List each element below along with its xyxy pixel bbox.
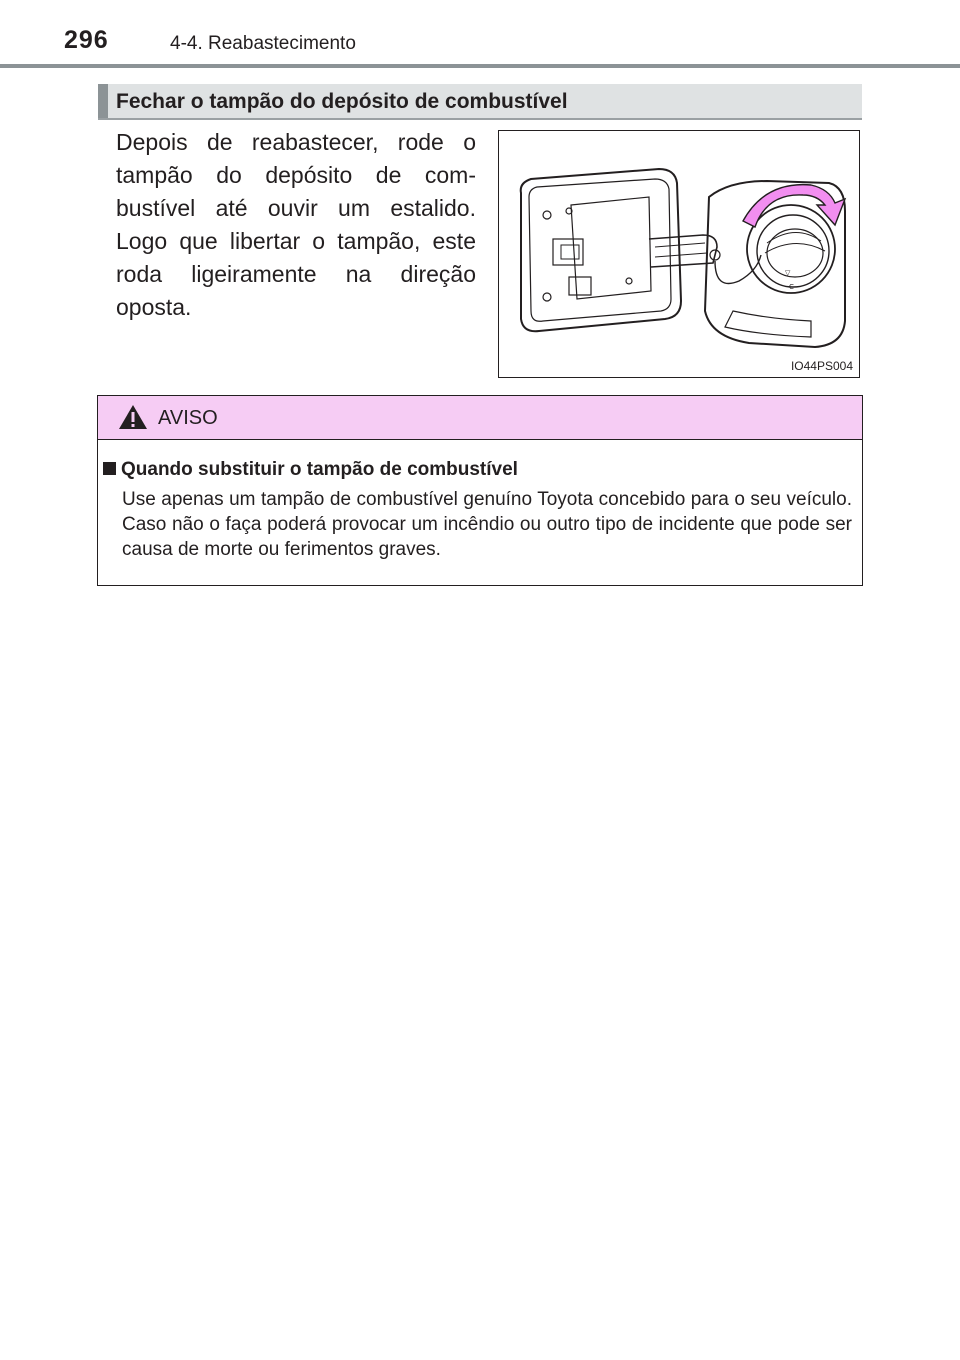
section-accent bbox=[98, 84, 108, 118]
warning-label: AVISO bbox=[158, 407, 218, 429]
fuel-cap-figure bbox=[498, 130, 860, 378]
fuel-cap-closing-illustration bbox=[499, 131, 859, 377]
chapter-title: 4-4. Reabastecimento bbox=[170, 33, 356, 54]
instruction-paragraph: Depois de reabastecer, rode o tampão do depósito de com-bustível até ouvir um estalido. Logo que libertar o tampão, este roda ligeiramente na direção oposta. bbox=[116, 129, 476, 320]
svg-text:▽: ▽ bbox=[785, 269, 791, 277]
warning-item-title: Quando substituir o tampão de combustível bbox=[121, 459, 518, 480]
header-divider bbox=[0, 64, 960, 68]
warning-item-heading bbox=[103, 459, 518, 481]
section-heading-bar bbox=[98, 84, 862, 120]
figure-code: IO44PS004 bbox=[790, 359, 853, 373]
bullet-square-icon bbox=[103, 462, 116, 475]
warning-header bbox=[98, 396, 862, 440]
section-title: Fechar o tampão do depósito de combustível bbox=[116, 90, 568, 113]
svg-text:C: C bbox=[789, 283, 794, 291]
warning-triangle-icon bbox=[118, 404, 148, 430]
warning-box bbox=[97, 395, 863, 586]
page-number: 296 bbox=[64, 26, 109, 54]
warning-text: Use apenas um tampão de combustível genuíno Toyota concebido para o seu veículo. Caso não o faça poderá provocar um incêndio ou outro tipo de incidente que pode ser causa de morte ou ferimentos graves. bbox=[122, 489, 852, 560]
